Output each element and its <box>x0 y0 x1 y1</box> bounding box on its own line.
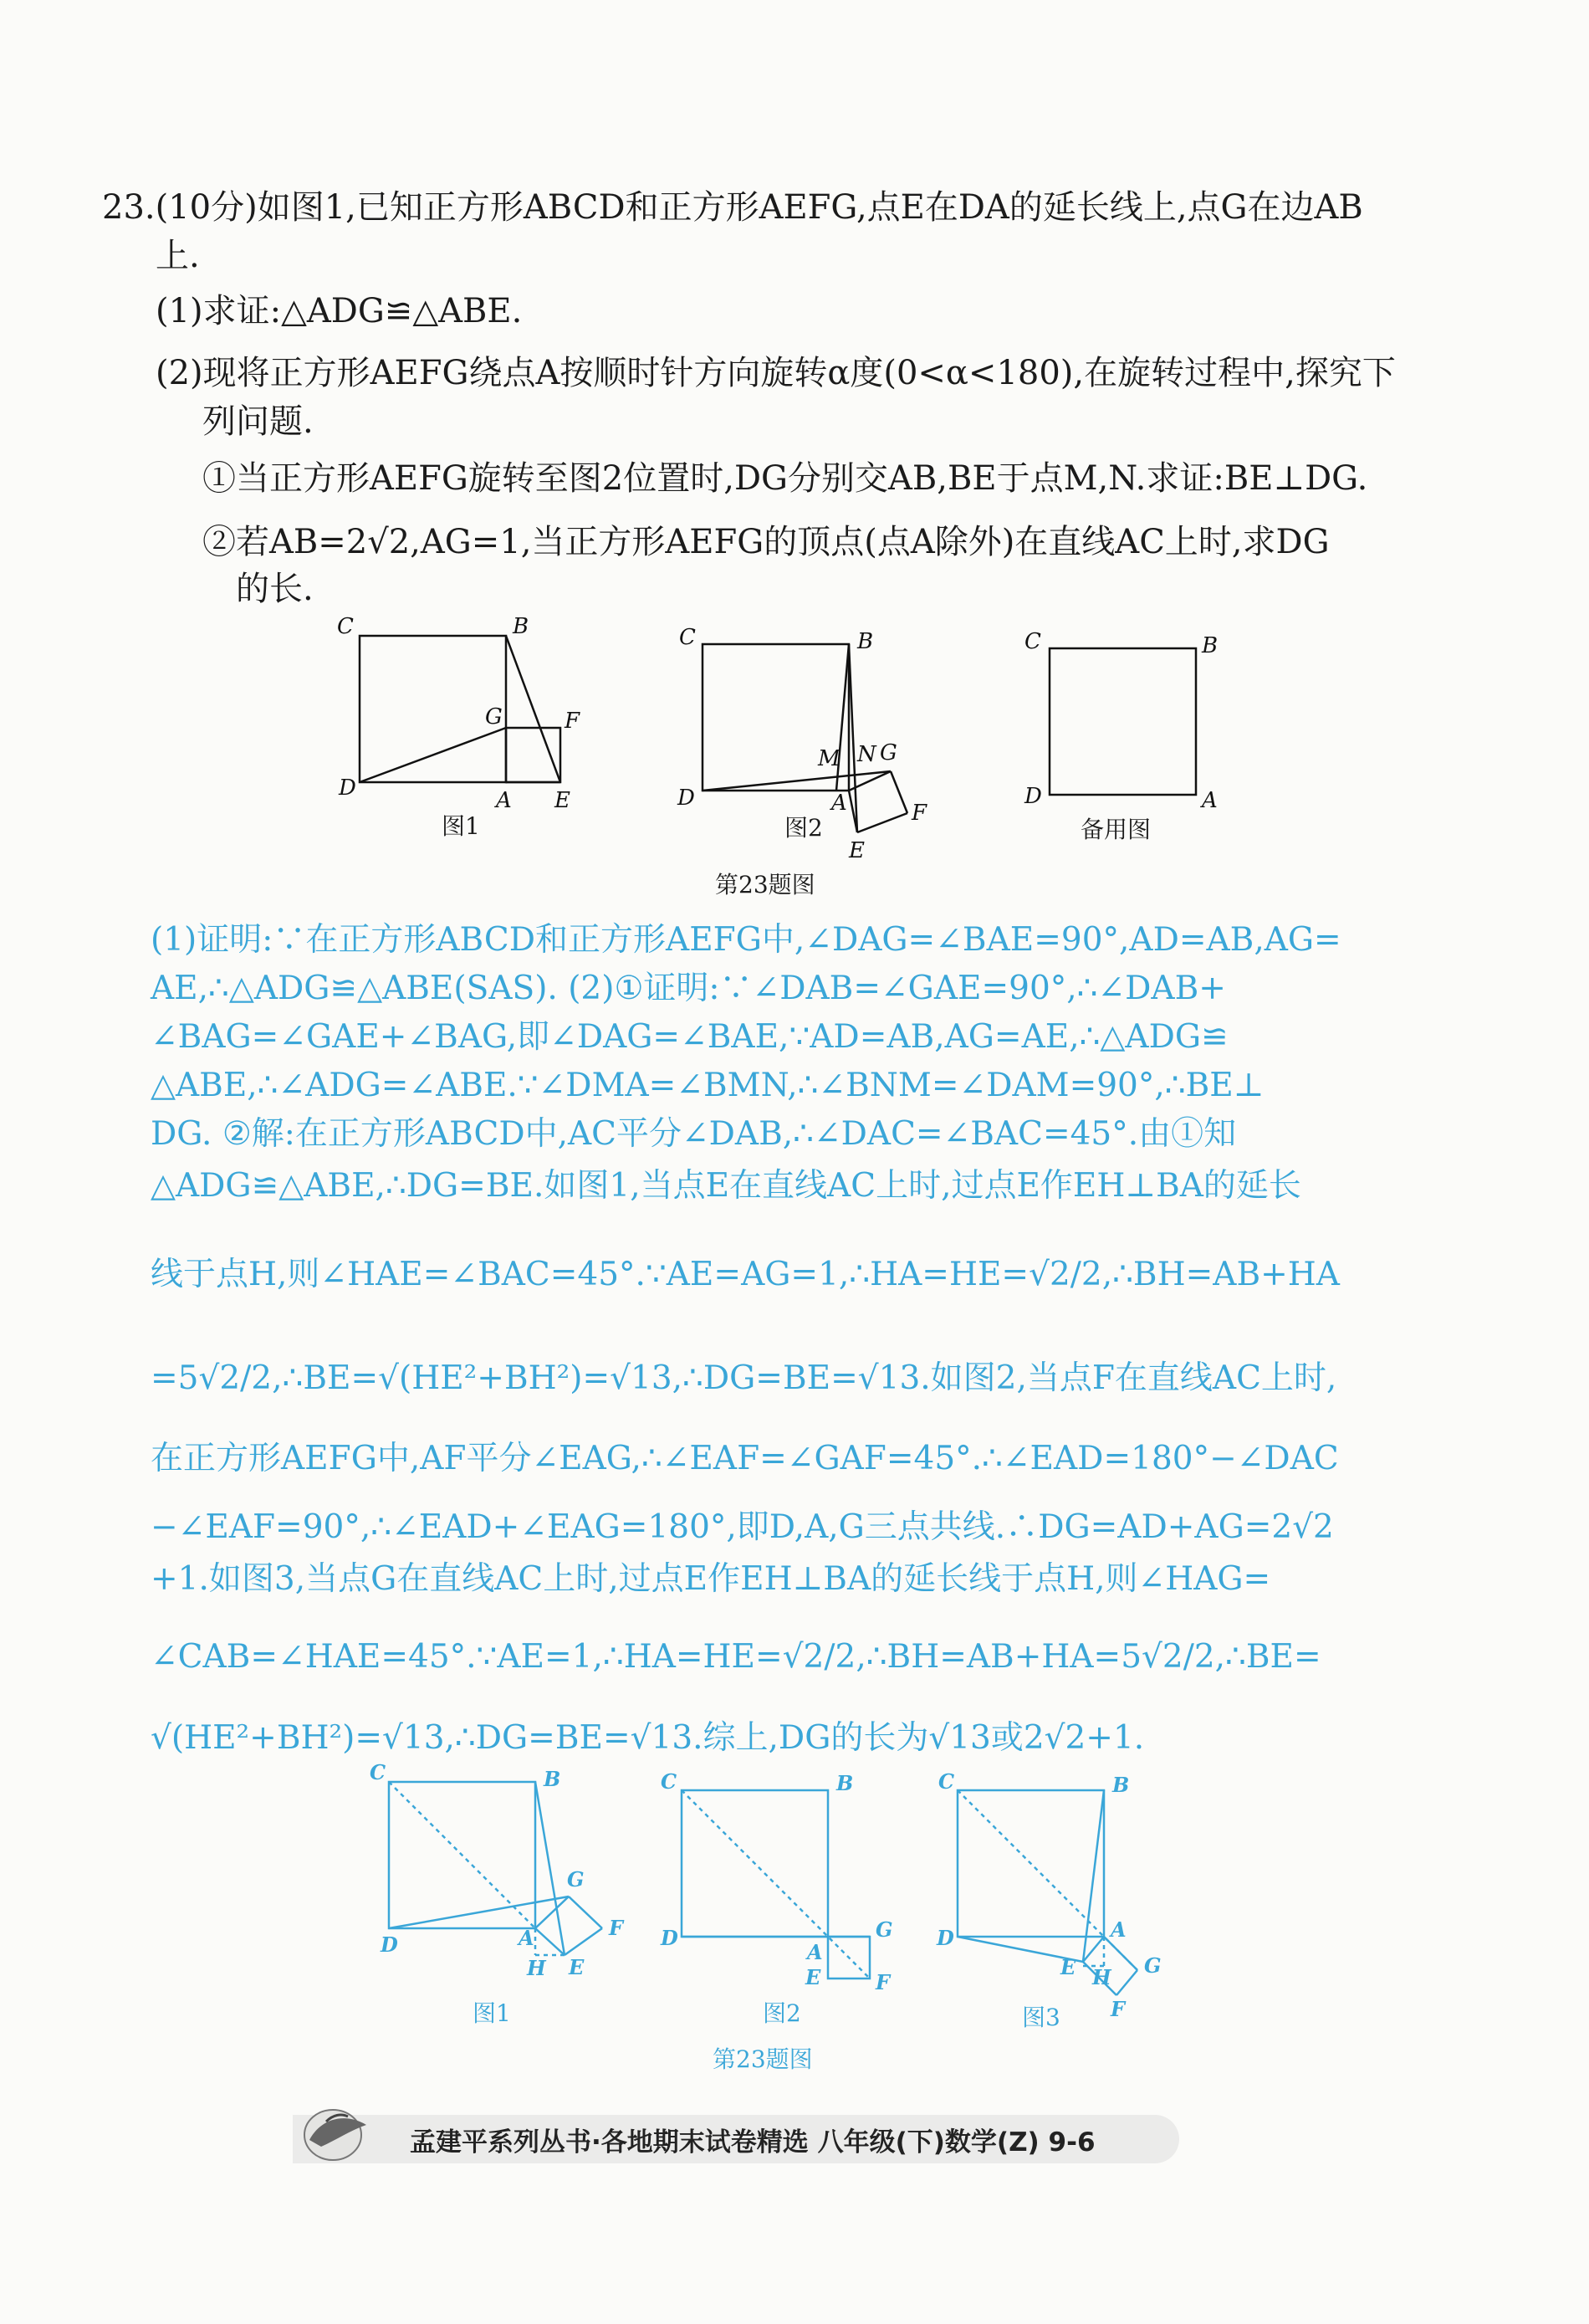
question-line-5: 列问题. <box>202 402 314 441</box>
solution-line-3: ∠BAG=∠GAE+∠BAG,即∠DAG=∠BAE,∵AD=AB,AG=AE,∴△ADG≌ <box>151 1018 1229 1056</box>
s2-label-D: D <box>661 1926 678 1950</box>
s3-label-B: B <box>1112 1773 1130 1797</box>
solution-line-12: ∠CAB=∠HAE=45°.∵AE=1,∴HA=HE=√2/2,∴BH=AB+HA=5√2/2,∴BE= <box>151 1638 1321 1676</box>
q2-label-D: D <box>677 786 695 811</box>
question-figure-1-caption: 图1 <box>442 812 480 840</box>
solution-line-11: +1.如图3,当点G在直线AC上时,过点E作EH⊥BA的延长线于点H,则∠HAG= <box>151 1560 1271 1598</box>
solution-line-10: −∠EAF=90°,∴∠EAD+∠EAG=180°,即D,A,G三点共线.∴DG=AD+AG=2√2 <box>151 1508 1334 1546</box>
solution-figure-3-caption: 图3 <box>1022 2004 1060 2031</box>
s3-label-E: E <box>1060 1955 1076 1979</box>
question-line-7: ②若AB=2√2,AG=1,当正方形AEFG的顶点(点A除外)在直线AC上时,求DG <box>202 523 1330 561</box>
s3-label-F: F <box>1111 1997 1126 2021</box>
s1-label-B: B <box>544 1767 561 1791</box>
question-line-2: 上. <box>156 237 200 275</box>
solution-line-8: =5√2/2,∴BE=√(HE²+BH²)=√13,∴DG=BE=√13.如图2,当点F在直线AC上时, <box>151 1359 1337 1397</box>
q1-label-E: E <box>554 788 570 813</box>
s2-label-E: E <box>805 1965 821 1989</box>
s3-label-A: A <box>1111 1917 1127 1942</box>
q3-label-B: B <box>1202 633 1219 658</box>
solution-line-4: △ABE,∴∠ADG=∠ABE.∵∠DMA=∠BMN,∴∠BNM=∠DAM=90°,∴BE⊥ <box>151 1067 1265 1104</box>
q2-label-G: G <box>880 740 897 765</box>
solution-line-5: DG. ②解:在正方形ABCD中,AC平分∠DAB,∴∠DAC=∠BAC=45°.由①知 <box>151 1115 1237 1153</box>
q2-label-M: M <box>818 746 840 771</box>
book-series-logo-icon <box>293 2091 385 2175</box>
solution-line-2: AE,∴△ADG≌△ABE(SAS). (2)①证明:∵∠DAB=∠GAE=90°,∴∠DAB+ <box>151 970 1226 1007</box>
s1-label-D: D <box>381 1932 398 1957</box>
s1-label-A: A <box>519 1926 534 1950</box>
s3-label-H: H <box>1092 1965 1111 1989</box>
solution-line-1: (1)证明:∵在正方形ABCD和正方形AEFG中,∠DAG=∠BAE=90°,AD=AB,AG= <box>151 921 1341 959</box>
question-line-4: (2)现将正方形AEFG绕点A按顺时针方向旋转α度(0<α<180),在旋转过程中,探究下 <box>156 354 1396 392</box>
q2-label-E: E <box>849 838 865 863</box>
q1-label-B: B <box>513 614 529 639</box>
s2-label-G: G <box>876 1917 893 1942</box>
q1-label-F: F <box>565 709 580 734</box>
question-line-8: 的长. <box>236 570 314 608</box>
q2-label-A: A <box>831 791 847 816</box>
question-figure-3 <box>1016 623 1225 816</box>
question-line-3: (1)求证:△ADG≌△ABE. <box>156 292 523 330</box>
question-figure-title: 第23题图 <box>715 871 815 898</box>
solution-figure-title: 第23题图 <box>713 2045 813 2073</box>
question-line-6: ①当正方形AEFG旋转至图2位置时,DG分别交AB,BE于点M,N.求证:BE⊥DG. <box>202 459 1368 498</box>
q2-label-C: C <box>679 625 696 650</box>
s2-label-C: C <box>661 1769 677 1794</box>
q3-label-A: A <box>1202 788 1218 813</box>
question-figure-3-caption: 备用图 <box>1081 816 1152 843</box>
solution-line-9: 在正方形AEFG中,AF平分∠EAG,∴∠EAF=∠GAF=45°.∴∠EAD=180°−∠DAC <box>151 1440 1339 1477</box>
solution-line-6: △ADG≌△ABE,∴DG=BE.如图1,当点E在直线AC上时,过点E作EH⊥BA的延长 <box>151 1167 1301 1205</box>
s3-label-C: C <box>938 1769 955 1794</box>
s1-label-E: E <box>569 1955 585 1979</box>
q3-label-D: D <box>1024 784 1042 809</box>
solution-figure-2 <box>657 1765 924 1999</box>
s3-label-G: G <box>1144 1953 1162 1978</box>
q2-label-B: B <box>857 629 874 654</box>
q1-label-C: C <box>337 614 354 639</box>
s1-label-C: C <box>370 1760 386 1784</box>
q2-label-N: N <box>857 742 876 767</box>
solution-figure-1 <box>360 1761 644 2004</box>
footer-text: 孟建平系列丛书·各地期末试卷精选 八年级(下)数学(Z) 9-6 <box>410 2127 1096 2158</box>
solution-line-13: √(HE²+BH²)=√13,∴DG=BE=√13.综上,DG的长为√13或2√2+1. <box>151 1719 1145 1757</box>
question-figure-2-caption: 图2 <box>784 814 823 842</box>
question-figure-1 <box>330 614 590 813</box>
q2-label-F: F <box>912 801 927 826</box>
s3-label-D: D <box>937 1926 954 1950</box>
solution-figure-2-caption: 图2 <box>763 1999 801 2027</box>
s2-label-B: B <box>836 1771 854 1795</box>
question-line-1: 23.(10分)如图1,已知正方形ABCD和正方形AEFG,点E在DA的延长线上,点G在边AB <box>102 188 1363 227</box>
solution-figure-1-caption: 图1 <box>473 1999 511 2027</box>
s2-label-F: F <box>876 1970 891 1994</box>
solution-line-7: 线于点H,则∠HAE=∠BAC=45°.∵AE=AG=1,∴HA=HE=√2/2,∴BH=AB+HA <box>151 1256 1340 1293</box>
s1-label-F: F <box>609 1916 624 1940</box>
s1-label-G: G <box>567 1867 585 1891</box>
s2-label-A: A <box>807 1940 823 1964</box>
q1-label-A: A <box>496 788 512 813</box>
q1-label-G: G <box>485 704 503 729</box>
s1-label-H: H <box>527 1956 546 1980</box>
q1-label-D: D <box>339 776 356 801</box>
q3-label-C: C <box>1024 629 1041 654</box>
